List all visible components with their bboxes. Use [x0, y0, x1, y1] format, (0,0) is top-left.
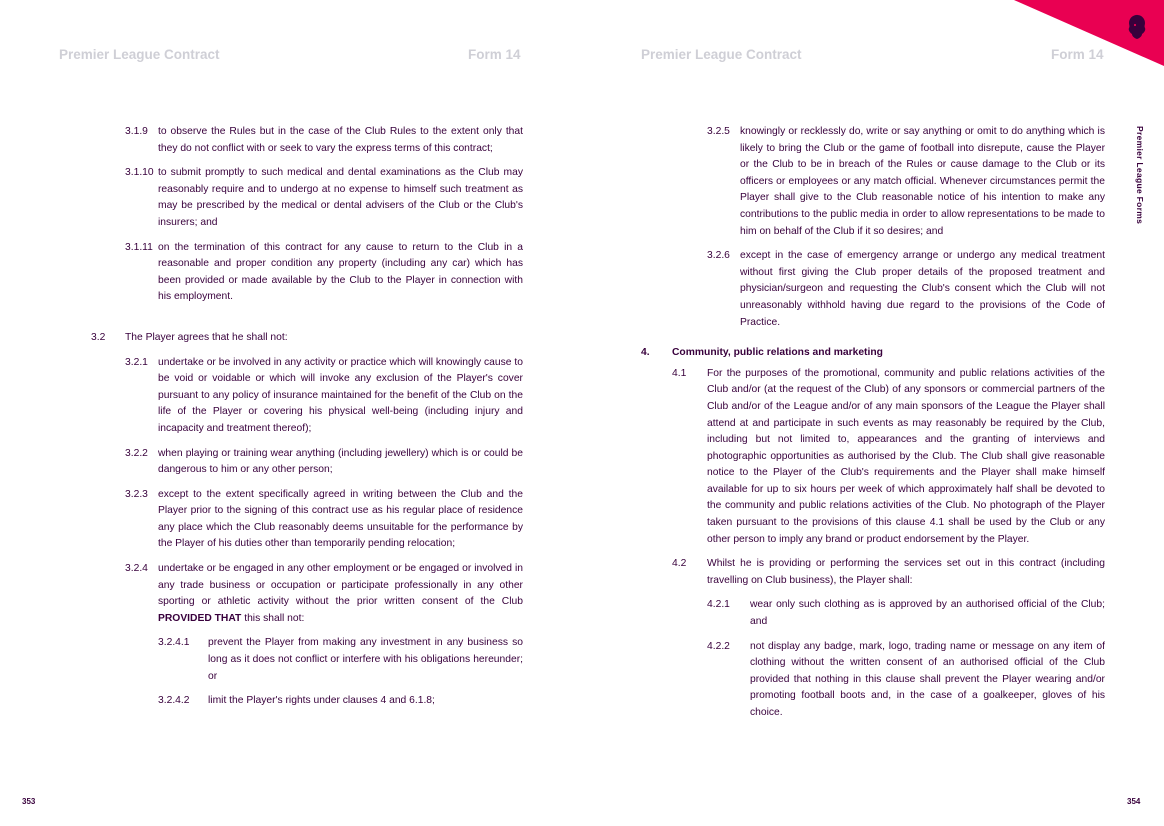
- clause-text: except to the extent specifically agreed in writing between the Club and the Player prior to the signing of this contract use as his regular place of residence any place which the Club reasonably deems unsuitable for the performance by the Player of his duties other than temporarily pending relocation;: [158, 488, 523, 550]
- clause-number: 3.2.4.1: [158, 637, 190, 649]
- lion-icon: [1126, 14, 1148, 40]
- clause-3-1-9: [91, 124, 523, 157]
- right-header-form: Form 14: [1051, 47, 1104, 62]
- clause-4-2-1: [641, 597, 1105, 630]
- clause-text: not display any badge, mark, logo, trading name or message on any item of clothing without the written consent of an authorised official of the Club provided that nothing in this clause shall prevent the Player wearing and/or promoting football boots and, in the case of a goalkeeper, gloves of his choice.: [750, 640, 1105, 718]
- clause-number: 3.1.11: [125, 241, 153, 253]
- right-page-body: [641, 124, 1105, 722]
- clause-number: 3.1.9: [125, 126, 148, 137]
- clause-text: prevent the Player from making any investment in any business so long as it does not conflict or interfere with his obligations hereunder; or: [208, 637, 523, 682]
- left-header-title: Premier League Contract: [59, 47, 220, 62]
- clause-number: 3.2: [91, 331, 106, 343]
- clause-text: Whilst he is providing or performing the services set out in this contract (including travelling on Club business), the Player shall:: [707, 558, 1105, 586]
- clause-text: For the purposes of the promotional, community and public relations activities of the Club and/or (at the request of the Club) of any sponsors or commercial partners of the Club and/or of the League and/or of any main sponsors of the League the Player shall attend at and participate in such events as may reasonably be required by the Club, including but not limited to, appearances and the granting of interviews and photographic opportunities as authorised by the Club. The Club shall give reasonable notice to the Player of the Club's requirements and the Player shall make himself available for up to six hours per week of which approximately half shall be devoted to the community and public relations activities of the Club. No photograph of the Player taken pursuant to the provisions of this clause 4.1 shall be used by the Club or any other person to imply any brand or product endorsement by the Player.: [707, 367, 1105, 545]
- clause-3-2-1: [91, 355, 523, 438]
- clause-text: The Player agrees that he shall not:: [125, 331, 288, 343]
- sidebar-label-text: Premier League Forms: [1135, 126, 1145, 225]
- clause-number: 3.2.1: [125, 356, 148, 368]
- clause-number: 3.2.4: [125, 563, 148, 575]
- right-header-title: Premier League Contract: [641, 47, 802, 62]
- clause-3-2-4: [91, 561, 523, 627]
- clause-text: on the termination of this contract for any cause to return to the Club in a reasonable and proper condition any property (including any car) which has been provided or made available by the Club to the Player in connection with his employment.: [158, 241, 523, 303]
- clause-text: wear only such clothing as is approved by an authorised official of the Club; and: [750, 599, 1105, 628]
- clause-3-2-4-2: [91, 693, 523, 710]
- clause-number: 3.2.2: [125, 447, 148, 459]
- clause-number: 4.2.1: [707, 599, 730, 611]
- clause-3-1-11: [91, 240, 523, 306]
- left-page-body: [91, 124, 523, 710]
- clause-number: 4.2.2: [707, 640, 730, 652]
- clause-text: knowingly or recklessly do, write or say anything or omit to do anything which is likely to bring the Club or the game of football into disrepute, cause the Player or the Club to be in breach of the Rules or cause damage to the Club or its officers or employees or any match official. Whenever circumstances permit the Player shall give to the Club reasonable notice of his intention to make any contributions to the public media in order to allow representations to be made to him on behalf of the Club if it so desires; and: [740, 126, 1105, 237]
- section-number: 4.: [641, 347, 650, 359]
- clause-text-after: this shall not:: [241, 612, 305, 624]
- clause-number: 3.2.5: [707, 126, 730, 137]
- clause-4-2: [641, 556, 1105, 589]
- clause-number: 4.2: [672, 558, 687, 570]
- left-page-number: 353: [22, 797, 36, 806]
- section-title: Community, public relations and marketing: [672, 347, 883, 359]
- clause-3-2-2: [91, 446, 523, 479]
- clause-number: 3.2.3: [125, 488, 148, 500]
- clause-text: undertake or be involved in any activity or practice which will knowingly cause to be void or voidable or which will invoke any exclusion of the Player's cover pursuant to any policy of insurance maintained for the benefit of the Club on the life of the Player or covering his physical well-being (including injury and incapacity and treatment thereof);: [158, 356, 523, 434]
- clause-text: limit the Player's rights under clauses 4 and 6.1.8;: [208, 695, 435, 707]
- clause-text: to observe the Rules but in the case of the Club Rules to the extent only that they do not conflict with or seek to vary the express terms of this contract;: [158, 126, 523, 154]
- clause-4-2-2: [641, 639, 1105, 722]
- clause-4-1: [641, 366, 1105, 549]
- clause-text: except in the case of emergency arrange or undergo any medical treatment without first giving the Club proper details of the proposed treatment and physician/surgeon and requesting the Club's consent which the Club will not unreasonably withhold having due regard to the provisions of the Code of Practice.: [740, 250, 1105, 328]
- clause-text-before: undertake or be engaged in any other employment or be engaged or involved in any trade business or occupation or participate professionally in any other sporting or athletic activity without the prior written consent of the Club: [158, 563, 523, 608]
- clause-3-2-4-1: [91, 635, 523, 685]
- clause-3-2: [91, 330, 523, 347]
- clause-number: 3.2.4.2: [158, 695, 190, 707]
- section-4-heading: [641, 345, 1105, 362]
- sidebar-label: [1133, 126, 1147, 241]
- clause-3-1-10: [91, 165, 523, 231]
- clause-text-bold: PROVIDED THAT: [158, 612, 242, 624]
- clause-3-2-6: [641, 248, 1105, 331]
- clause-3-2-3: [91, 487, 523, 553]
- clause-number: 3.2.6: [707, 250, 730, 262]
- clause-text: when playing or training wear anything (including jewellery) which is or could be dangerous to him or any other person;: [158, 447, 523, 476]
- clause-number: 3.1.10: [125, 167, 154, 179]
- clause-3-2-5: [641, 124, 1105, 240]
- right-page-number: 354: [1127, 797, 1141, 806]
- left-header-form: Form 14: [468, 47, 521, 62]
- clause-text: to submit promptly to such medical and dental examinations as the Club may reasonably require and to undergo at no expense to himself such treatment as may be prescribed by the medical or dental advisers of the Club or the Club's insurers; and: [158, 167, 523, 228]
- clause-number: 4.1: [672, 367, 687, 379]
